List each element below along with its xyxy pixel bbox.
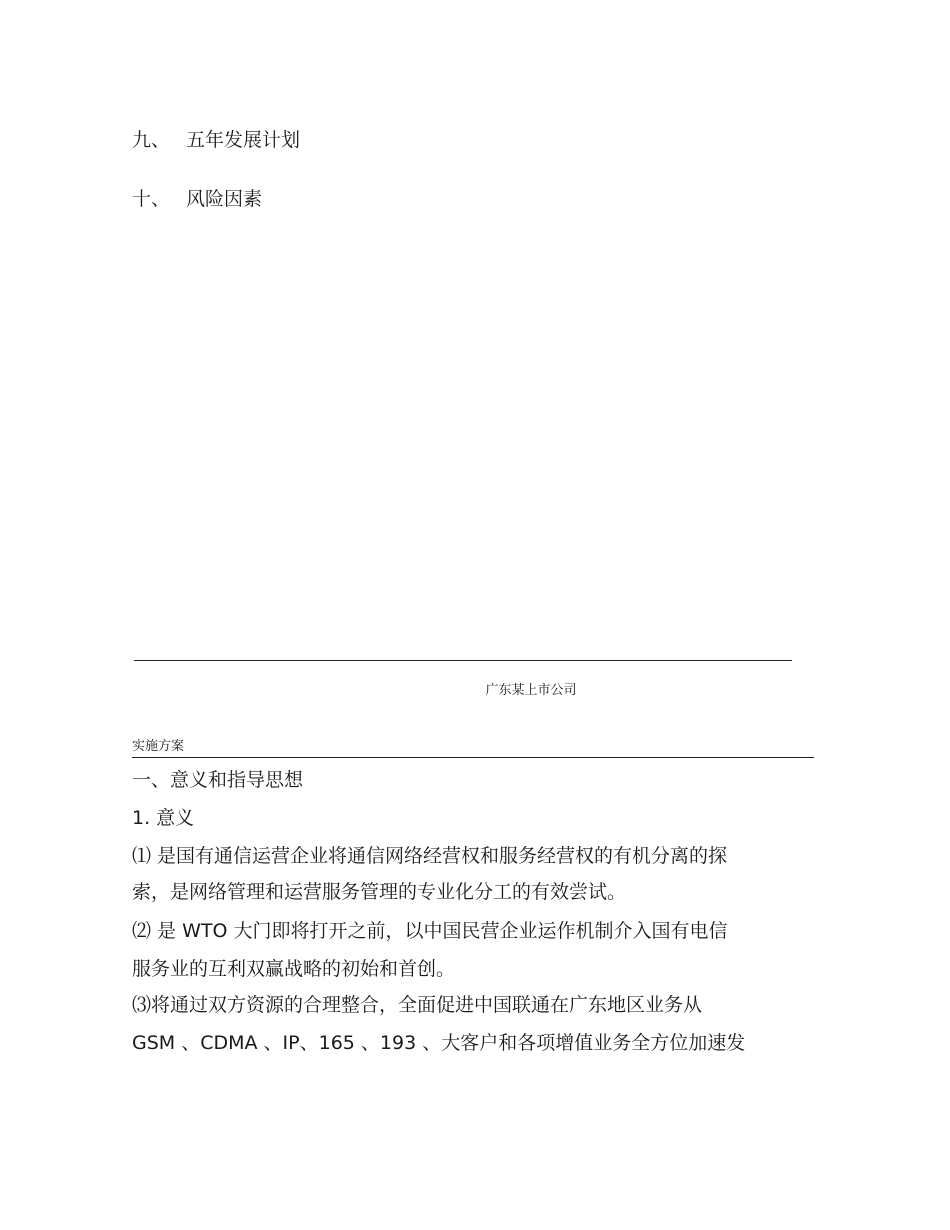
footer-company-name: 广东某上市公司 — [485, 683, 577, 698]
page-header-title: 实施方案 — [132, 739, 185, 754]
toc-item-number: 九、 — [132, 129, 171, 151]
paragraph-line: 服务业的互利双赢战略的初始和首创。 — [132, 958, 456, 980]
paragraph-line: ⑴ 是国有通信运营企业将通信网络经营权和服务经营权的有机分离的探 — [132, 845, 728, 867]
toc-item-label: 五年发展计划 — [186, 129, 301, 151]
paragraph-line: 索，是网络管理和运营服务管理的专业化分工的有效尝试。 — [132, 881, 627, 903]
paragraph-line: ⑶将通过双方资源的合理整合，全面促进中国联通在广东地区业务从 — [132, 994, 703, 1016]
toc-item-9 — [132, 127, 300, 153]
paragraph-line: GSM 、CDMA 、IP、165 、193 、大客户和各项增值业务全方位加速发 — [132, 1032, 746, 1054]
toc-item-10 — [132, 186, 262, 212]
toc-item-label: 风险因素 — [186, 188, 263, 210]
toc-item-number: 十、 — [132, 188, 171, 210]
header-divider — [132, 757, 814, 758]
footer-divider — [134, 660, 792, 661]
paragraph-line: ⑵ 是 WTO 大门即将打开之前，以中国民营企业运作机制介入国有电信 — [132, 920, 728, 942]
section-heading: 一、意义和指导思想 — [132, 769, 304, 791]
sub-heading: 1. 意义 — [132, 807, 195, 829]
